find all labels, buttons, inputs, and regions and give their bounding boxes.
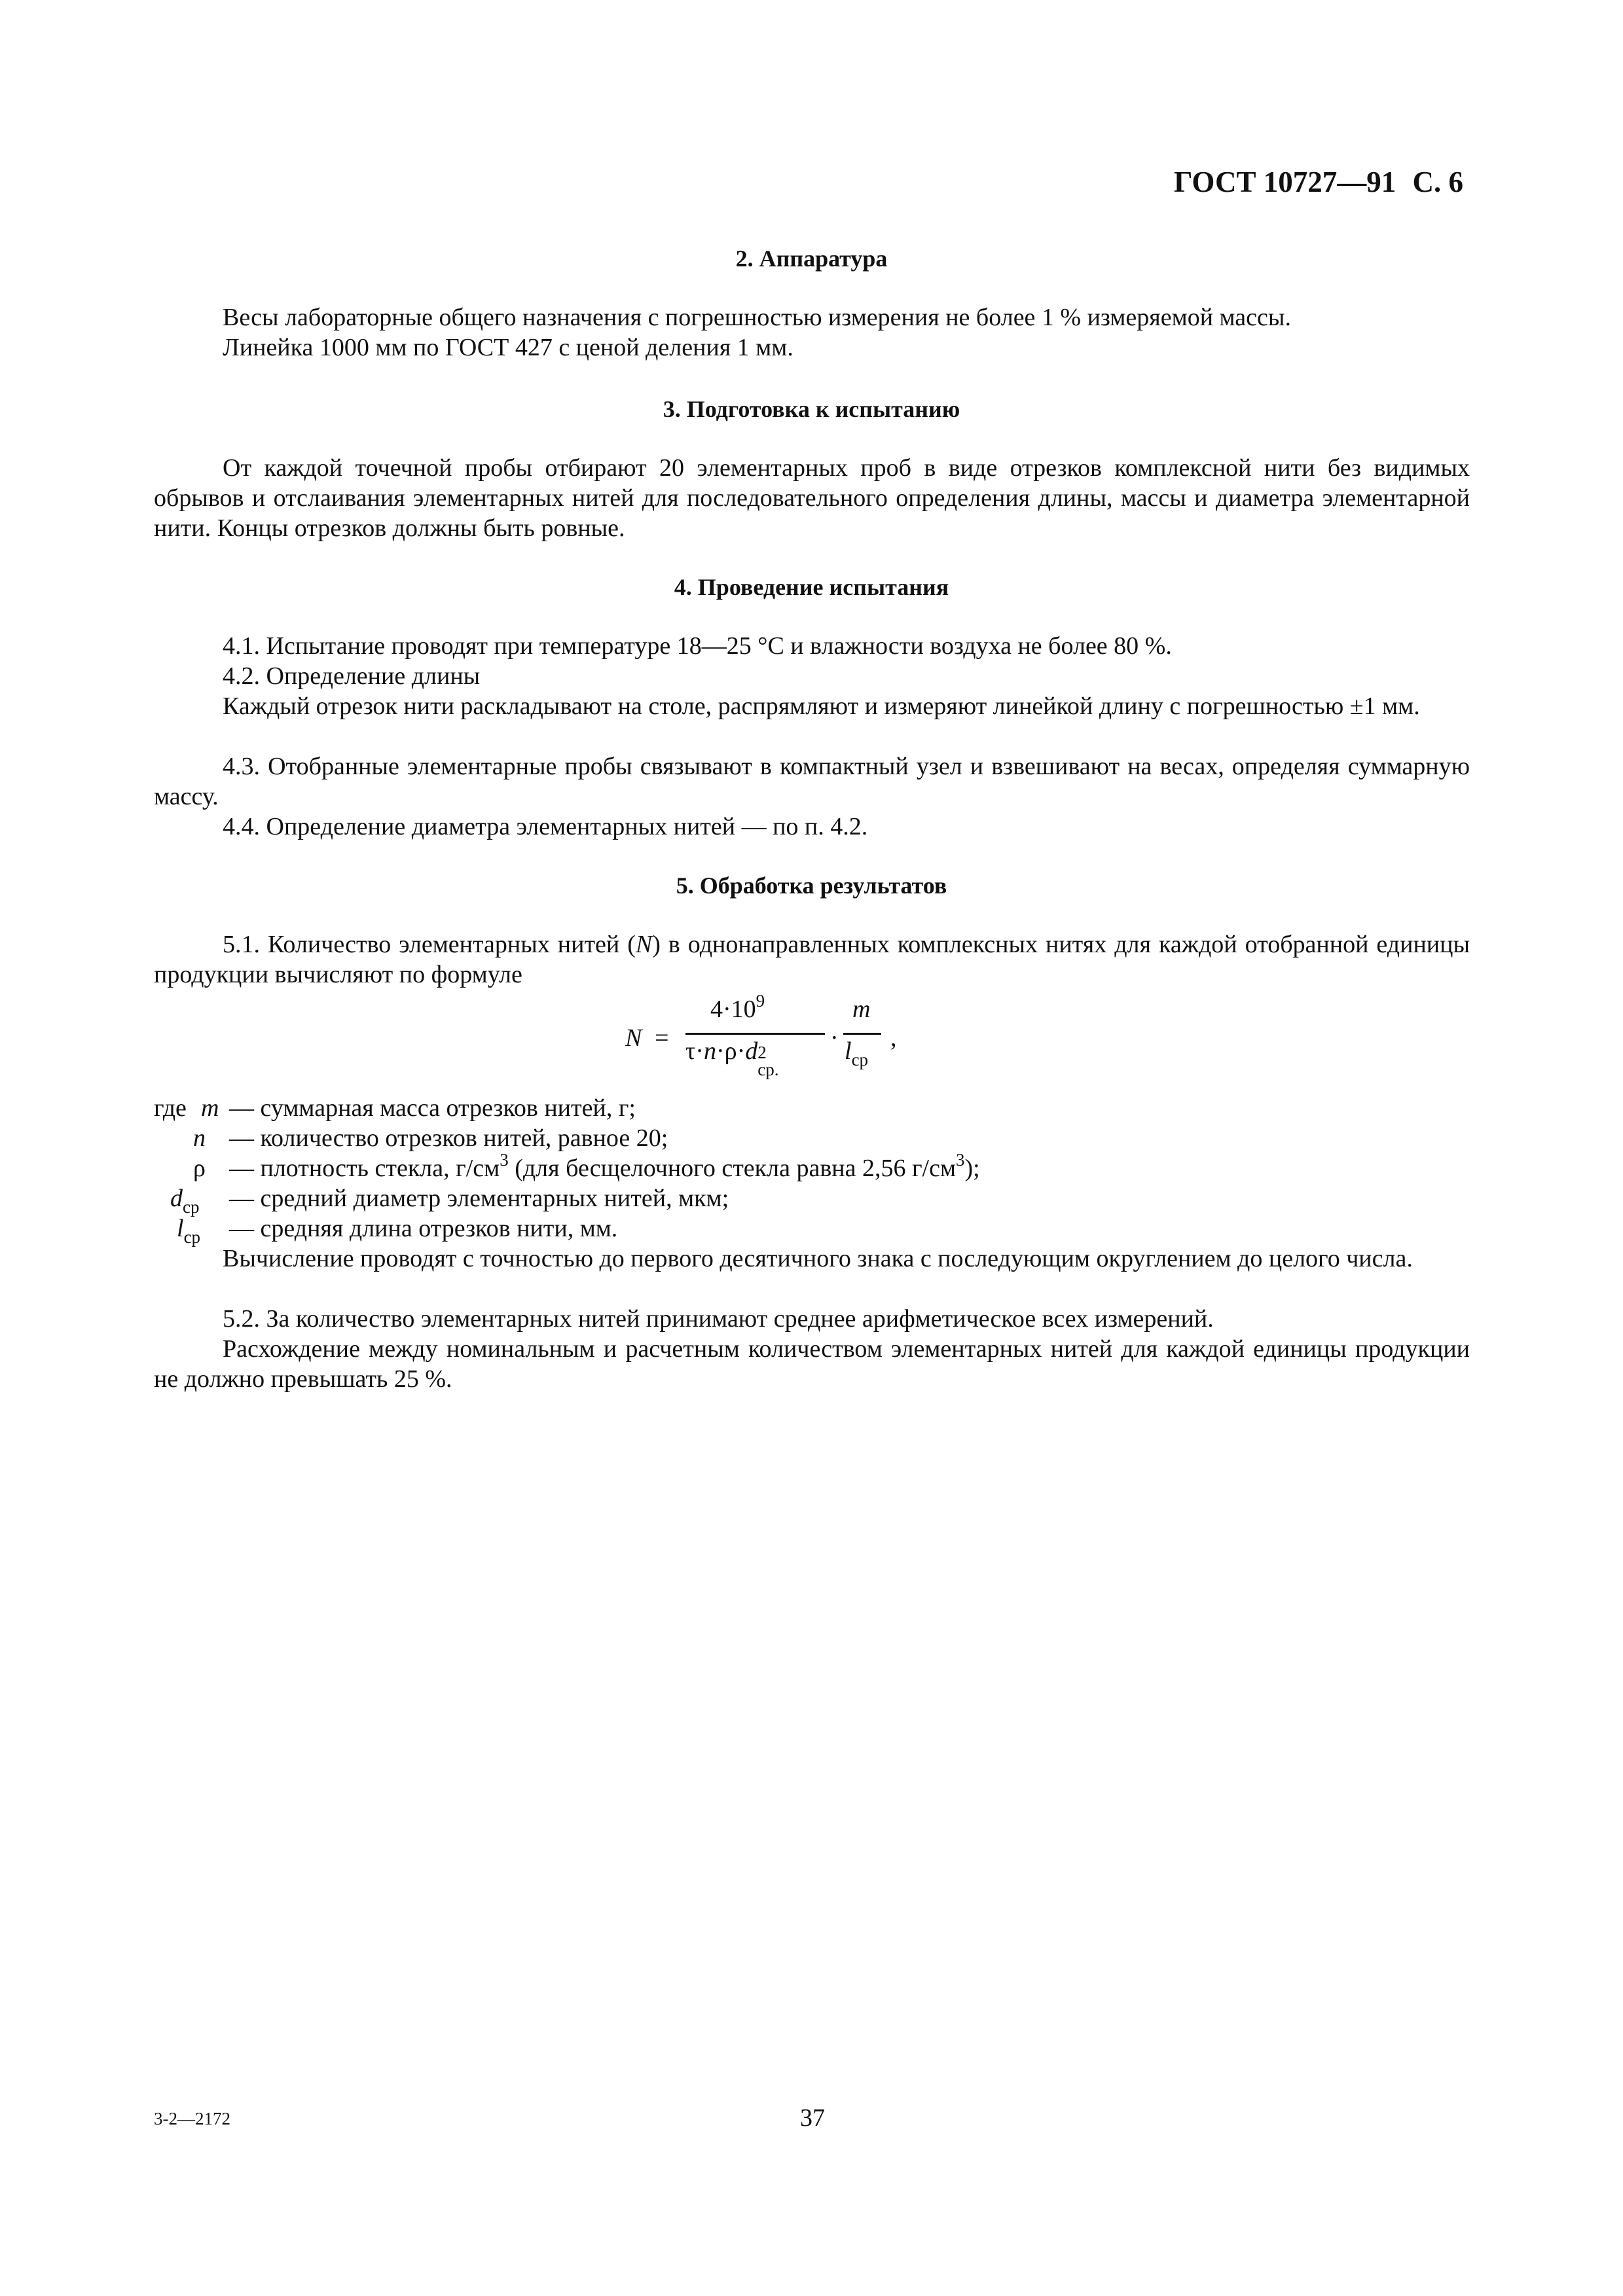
formula-comma: , [890,1024,897,1052]
formula-m: m [852,996,871,1023]
footer-code: 3-2—2172 [154,2109,230,2128]
section-5-para-3: 5.2. За количество элементарных нитей принимают среднее арифметическое всех измерений. [223,1305,1214,1333]
section-5-para-1: 5.1. Количество элементарных нитей (N) в однонаправленных комплексных нитях для каждой отобранной единицы продукции вычисляют по формуле [154,931,1470,988]
formula-fraction-bar-1 [685,1033,825,1035]
section-4-para-5: 4.4. Определение диаметра элементарных нитей — по п. 4.2. [223,813,868,840]
formula-fraction-bar-2 [843,1033,881,1035]
formula-numerator: $4\cdot 10^9$ [710,991,765,1023]
section-4-para-2: 4.2. Определение длины [223,662,481,690]
formula-equals: = [655,1024,669,1052]
section-3-title: 3. Подготовка к испытанию [663,396,960,422]
standard-number: ГОСТ 10727—91 [1173,166,1396,198]
header-page-label: С. 6 [1412,166,1463,198]
section-3-para-1: От каждой точечной пробы отбирают 20 элементарных проб в виде отрезков комплексной нити без видимых обрывов и отслаивания элементарных нитей для последовательного определения длины, массы и диаметра элементарной нити. Концы отрезков должны быть ровные. [154,454,1470,542]
section-5-title: 5. Обработка результатов [676,872,947,899]
document-page: ГОСТ 10727—91 С. 6 2. Аппаратура Весы лабораторные общего назначения с погрешностью измерения не более 1 % измеряемой массы. Линейка 1000 мм по ГОСТ 427 с ценой деления 1 мм. 3. Подготовка к испытанию От каждой точечной пробы отбирают 20 элементарных проб в виде отрезков комплексной нити без видимых обрывов и отслаивания элементарных нитей для последовательного определения длины, массы и диаметра элементарной нити. Концы отрезков должны быть ровные. 4. Проведение испытания 4.1. Испытание проводят при температуре 18—25 °С и влажности воздуха не более 80 %. 4.2. Определение длины Каждый отрезок нити раскладывают на столе, распрямляют и измеряют линейкой длину с погрешностью ±1 мм. 4.3. Отобранные элементарные пробы связывают в компактный узел и взвешивают на весах, определяя суммарную массу. 4.4. Определение диаметра элементарных нитей — по п. 4.2. 5. Обработка результатов 5.1. Количество элементарных нитей (N) в однонаправленных комплексных нитях для каждой отобранной единицы продукции вычисляют по формуле N = $4\cdot 10^9$ τ·n·ρ·d 2 ср. · m $l_{ср}$ , где m — суммарная масса отрезков нитей, г; n — количество отрезков нитей, равное 20; ρ — плотность стекла, $г/см^3$ (для бесщелочного стекла равна 2,56 $г/см^3$); $d_{ср}$ — средний диаметр элементарных нитей, мкм; $l_{ср}$ — средняя длина отрезков нити, мм. Вычисление проводят с точностью до первого десятичного знака с последующим округлением до целого числа. 5.2. За количество элементарных нитей принимают среднее арифметическое всех измерений. Расхождение между номинальным и расчетным количеством элементарных нитей для каждой единицы продукции не должно превышать 25 %. 3-2—2172 37 [0,0,1623,2296]
page-number: 37 [800,2104,825,2132]
section-2-para-1: Весы лабораторные общего назначения с погрешностью измерения не более 1 % измеряемой массы. [223,304,1291,331]
section-5-para-2: Вычисление проводят с точностью до первого десятичного знака с последующим округлением до целого числа. [223,1245,1413,1272]
formula-lhs: N [625,1024,642,1052]
formula-denominator: τ·n·ρ·d 2 ср. [685,1037,779,1079]
section-4-para-4: 4.3. Отобранные элементарные пробы связывают в компактный узел и взвешивают на весах, определяя суммарную массу. [154,753,1470,810]
formula-l: $l_{ср}$ [845,1037,869,1069]
section-4-para-3: Каждый отрезок нити раскладывают на столе, распрямляют и измеряют линейкой длину с погрешностью ±1 мм. [223,692,1420,720]
formula-multiply: · [830,1024,839,1052]
formula [622,991,949,1080]
section-4-title: 4. Проведение испытания [674,574,949,600]
section-4-para-1: 4.1. Испытание проводят при температуре 18—25 °С и влажности воздуха не более 80 %. [223,632,1172,660]
page-header [1174,165,1463,199]
section-5-para-4: Расхождение между номинальным и расчетным количеством элементарных нитей для каждой единицы продукции не должно превышать 25 %. [154,1335,1470,1393]
section-2-title: 2. Аппаратура [735,245,888,272]
section-2-para-2: Линейка 1000 мм по ГОСТ 427 с ценой деления 1 мм. [223,334,793,361]
